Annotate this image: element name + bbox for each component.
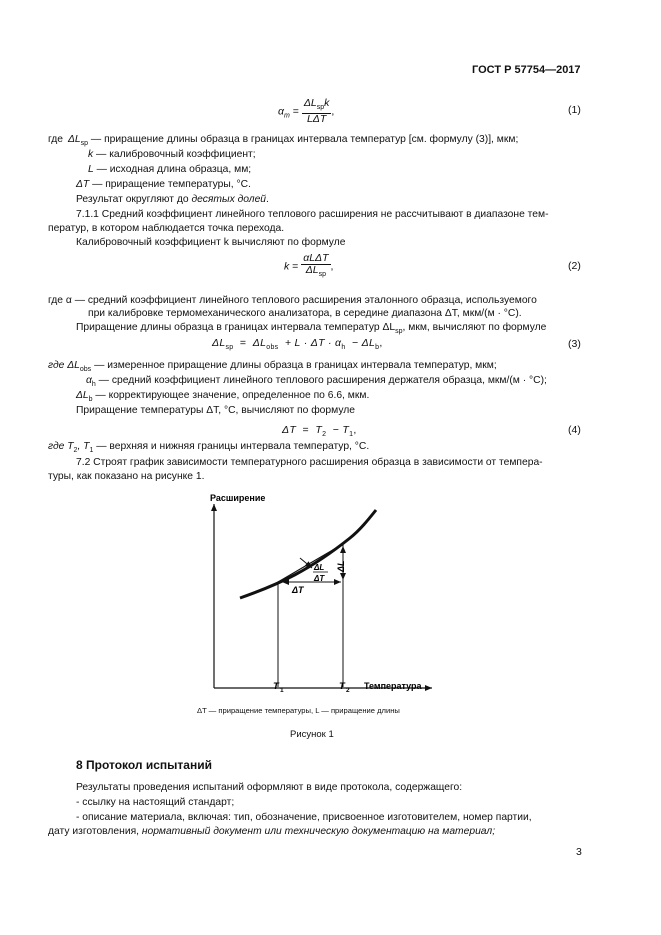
eq3-term1: ΔL bbox=[252, 337, 267, 349]
eq4-term1-sub: 2 bbox=[322, 431, 327, 439]
where2-line1: где α — средний коэффициент линейного теплового расширения эталонного образца, используемого bbox=[48, 295, 537, 306]
y-axis-label: Расширение bbox=[210, 493, 266, 503]
chord-line bbox=[278, 544, 343, 582]
equation-3-number: (3) bbox=[568, 338, 581, 350]
t2-label: T bbox=[339, 681, 345, 692]
where4-sub2: 1 bbox=[89, 447, 94, 455]
p711-line2: ператур, в котором наблюдается точка перехода. bbox=[48, 223, 285, 234]
equation-1-number: (1) bbox=[568, 104, 581, 116]
where3-sym-2: ΔL bbox=[76, 390, 89, 401]
eq1-equals: = bbox=[292, 105, 299, 118]
eq2-den: ΔL bbox=[305, 264, 319, 276]
result-round-italic: десятых долей bbox=[191, 194, 267, 205]
where1-sym-1: k bbox=[88, 149, 94, 160]
eq2-num: αLΔT bbox=[303, 252, 329, 264]
equation-4 bbox=[282, 424, 357, 438]
figure-caption-note: ΔT — приращение температуры, L — приращение длины bbox=[197, 706, 400, 715]
page-number: 3 bbox=[576, 846, 582, 858]
eq4-lhs: ΔT bbox=[282, 424, 297, 436]
equation-4-number: (4) bbox=[568, 424, 581, 436]
where3-text-0: — измеренное приращение длины образца в границах интервала температур, мкм; bbox=[94, 360, 497, 371]
eq4-equals: = bbox=[302, 424, 309, 436]
eq4-tail: , bbox=[353, 424, 357, 436]
where1-text-2: — исходная длина образца, мм; bbox=[96, 164, 252, 175]
equation-1 bbox=[278, 98, 334, 125]
item2-line2-pre: дату изготовления, bbox=[48, 826, 142, 837]
result-round bbox=[76, 193, 269, 206]
eq1-lhs-sub: m bbox=[284, 112, 290, 120]
document-header: ГОСТ Р 57754—2017 bbox=[472, 64, 581, 76]
eq4-term1: T bbox=[315, 424, 323, 436]
p72-line1: 7.2 Строят график зависимости температурного расширения образца в зависимости от темпера- bbox=[76, 457, 543, 468]
where1-sub-0: sp bbox=[80, 140, 89, 148]
where-label: где bbox=[48, 134, 64, 145]
where3-text-1: — средний коэффициент линейного теплового расширения держателя образца, мкм/(м · °С); bbox=[98, 375, 547, 386]
eq2-tail: , bbox=[330, 260, 334, 273]
eq3-term3: − ΔL bbox=[351, 337, 376, 349]
ratio-num: ΔL bbox=[314, 563, 325, 572]
figure-1-diagram bbox=[200, 488, 440, 698]
where3-sym-1: α bbox=[86, 375, 92, 386]
dl-intro-pre: Приращение длины образца в границах интервала температур ΔL bbox=[76, 322, 396, 333]
dt-intro: Приращение температуры ΔT, °С, вычисляют по формуле bbox=[76, 405, 355, 416]
where3-sub-0: obs bbox=[79, 366, 92, 374]
eq1-tail: , bbox=[331, 105, 335, 118]
where3-text-2: — корректирующее значение, определенное по 6.6, мкм. bbox=[95, 390, 370, 401]
eq3-term3-sub: b bbox=[375, 344, 380, 352]
eq1-lhs: α bbox=[278, 105, 284, 118]
eq2-lhs: k bbox=[284, 260, 290, 273]
where1-text-3: — приращение температуры, °С. bbox=[92, 179, 251, 190]
eq2-den-sub: sp bbox=[318, 271, 327, 279]
dl-intro-post: , мкм, вычисляют по формуле bbox=[402, 322, 547, 333]
dl-label: ΔL bbox=[336, 560, 346, 572]
eq1-num-tail: k bbox=[324, 97, 330, 109]
where1-sym-2: L bbox=[88, 164, 94, 175]
eq3-term1-sub: obs bbox=[266, 344, 279, 352]
where1-sym-3: ΔT bbox=[76, 179, 90, 190]
t2-sub: 2 bbox=[346, 687, 350, 694]
eq4-term2: − T bbox=[332, 424, 350, 436]
where1-row-2 bbox=[88, 163, 251, 176]
section-8-intro: Результаты проведения испытаний оформляют в виде протокола, содержащего: bbox=[76, 782, 463, 793]
eq2-equals: = bbox=[292, 260, 299, 273]
eq3-equals: = bbox=[239, 337, 247, 349]
section-8-item1: - ссылку на настоящий стандарт; bbox=[76, 797, 235, 808]
where3-sub-2: b bbox=[88, 396, 93, 404]
section-8-title: 8 Протокол испытаний bbox=[76, 758, 212, 772]
dl-intro bbox=[76, 321, 546, 338]
eq1-den: LΔT bbox=[306, 113, 327, 126]
section-8-item2-line2 bbox=[48, 825, 495, 838]
result-round-post: . bbox=[266, 194, 269, 205]
result-round-pre: Результат округляют до bbox=[76, 194, 192, 205]
dl-intro-sub: sp bbox=[395, 328, 403, 336]
item2-line2-italic: нормативный документ или техническую документацию на материал; bbox=[141, 826, 496, 837]
where4-sub1: 2 bbox=[73, 447, 78, 455]
eq3-lhs-sub: sp bbox=[225, 344, 234, 352]
equation-2-number: (2) bbox=[568, 260, 581, 272]
p72-line2: туры, как показано на рисунке 1. bbox=[48, 471, 205, 482]
eq2-fraction bbox=[301, 253, 330, 280]
eq4-term2-sub: 1 bbox=[349, 431, 354, 439]
where4-mid: , T bbox=[77, 441, 90, 452]
where3-sub-1: h bbox=[91, 381, 96, 389]
equation-2 bbox=[284, 253, 333, 280]
equation-3 bbox=[212, 337, 383, 351]
where1-row-3 bbox=[76, 178, 251, 191]
where4-pre: где T bbox=[48, 441, 74, 452]
eq3-term2: + L · ΔT · α bbox=[284, 337, 342, 349]
x-axis-label: Температура bbox=[364, 681, 422, 691]
where4 bbox=[48, 440, 369, 457]
t1-sub: 1 bbox=[280, 687, 284, 694]
eq1-num: ΔL bbox=[303, 97, 317, 109]
ratio-den: ΔT bbox=[314, 574, 325, 583]
section-8-item2-line1: - описание материала, включая: тип, обозначение, присвоенное изготовителем, номер партии, bbox=[76, 812, 532, 823]
eq3-tail: , bbox=[379, 337, 383, 349]
where1-row-1 bbox=[88, 148, 256, 161]
calib-intro: Калибровочный коэффициент k вычисляют по формуле bbox=[76, 237, 346, 248]
where4-post: — верхняя и нижняя границы интервала температур, °С. bbox=[93, 441, 370, 452]
where3-sym-0: где ΔL bbox=[48, 360, 80, 371]
eq1-num-sub: sp bbox=[316, 104, 325, 112]
where1-text-0: — приращение длины образца в границах интервала температур [см. формулу (3)], мкм; bbox=[90, 134, 519, 145]
where2-line2: при калибровке термомеханического анализатора, в середине диапазона ΔT, мкм/(м · °С). bbox=[88, 308, 522, 319]
where1-text-1: — калибровочный коэффициент; bbox=[96, 149, 256, 160]
figure-caption: Рисунок 1 bbox=[290, 729, 334, 740]
eq1-fraction bbox=[302, 97, 335, 126]
t1-label: T bbox=[273, 681, 279, 692]
dt-label: ΔT bbox=[292, 585, 304, 595]
where1-sym-0: ΔL bbox=[68, 134, 81, 145]
p711-line1: 7.1.1 Средний коэффициент линейного теплового расширения не рассчитывают в диапазоне тем- bbox=[76, 209, 549, 220]
expansion-curve bbox=[240, 510, 376, 598]
eq3-lhs: ΔL bbox=[212, 337, 226, 349]
eq3-term2-sub: h bbox=[341, 344, 346, 352]
